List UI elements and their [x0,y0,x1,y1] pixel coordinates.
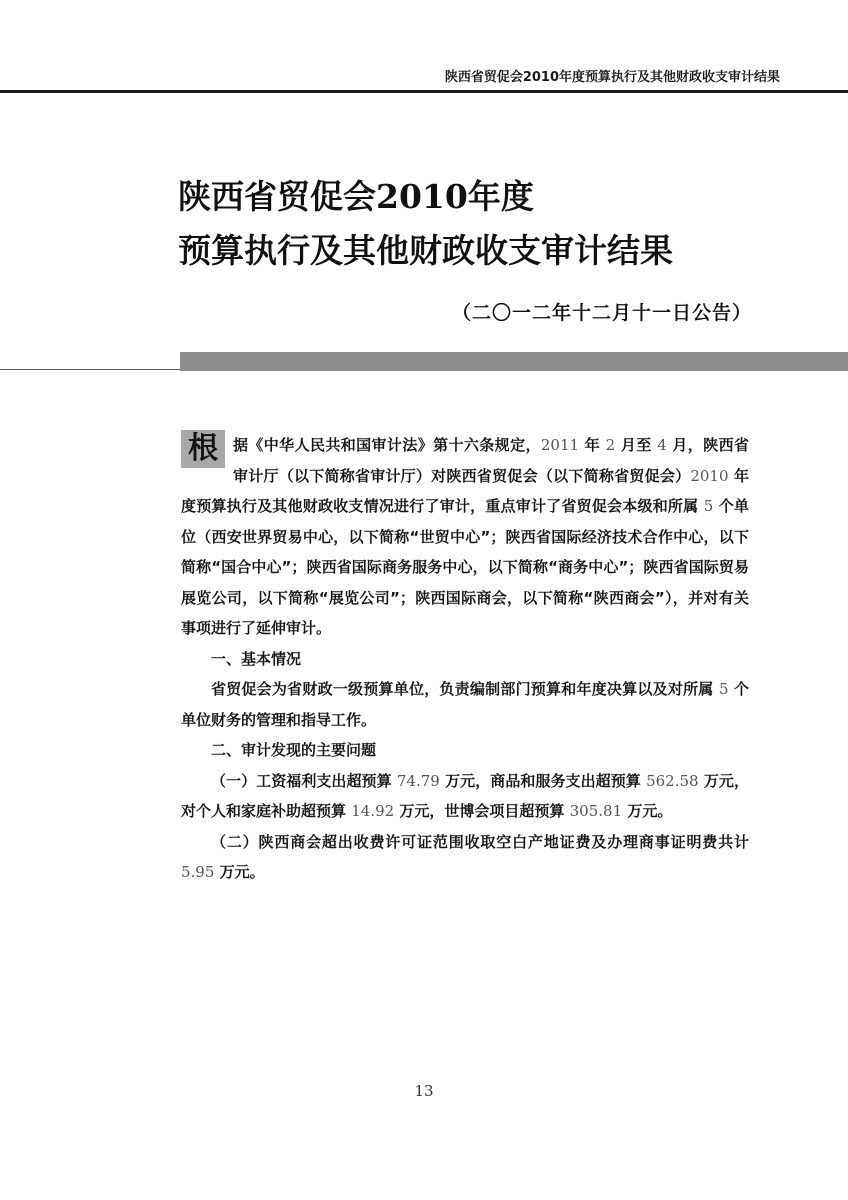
text-run: 万元。 [214,863,265,881]
text-run: 万元，对个人和家庭补助超预算 [181,771,749,820]
text-run: 个单位财务的管理和指导工作。 [181,680,749,729]
text-run: 月至 [615,436,658,454]
paragraph-basic-info [181,674,749,735]
document-title [178,170,673,278]
running-header: 陕西省贸促会2010年度预算执行及其他财政收支审计结果 [444,70,780,85]
number: 2 [605,436,616,454]
paragraph-issue-1 [181,766,749,827]
paragraph-issue-2 [181,827,749,888]
divider-thin [0,369,180,370]
section-heading-2: 二、审计发现的主要问题 [211,741,377,759]
header-rule [0,90,848,93]
title-line-1: 陕西省贸促会2010年度 [178,177,534,216]
body-text [181,430,749,888]
text-run: 省贸促会为省财政一级预算单位，负责编制部门预算和年度决算以及对所属 [211,680,719,698]
text-run: （一）工资福利支出超预算 [211,771,397,790]
number: 5.95 [181,863,215,881]
text-run: 万元，商品和服务支出超预算 [439,771,647,790]
number: 5 [703,497,714,515]
intro-paragraph [181,430,749,644]
number: 74.79 [396,771,440,790]
number: 305.81 [569,802,623,820]
number: 5 [718,680,729,698]
number: 4 [657,436,667,454]
title-line-2: 预算执行及其他财政收支审计结果 [178,231,673,270]
page-number: 13 [414,1082,434,1100]
divider-bar [180,352,848,371]
text-run: 年 [579,436,606,454]
drop-cap: 根 [181,430,225,468]
text-run: 万元。 [622,802,673,820]
text-run: （二）陕西商会超出收费许可证范围收取空白产地证费及办理商事证明费共计 [211,832,749,851]
text-run: 万元，世博会项目超预算 [394,802,570,820]
number: 2011 [540,436,580,454]
text-run: 据《中华人民共和国审计法》第十六条规定， [233,436,541,454]
number: 14.92 [351,802,395,820]
text-run: 月，陕西省审计厅（以下简称省审计厅）对陕西省贸促会（以下简称省贸促会） [233,436,749,485]
text-run: 年度预算执行及其他财政收支情况进行了审计，重点审计了省贸促会本级和所属 [181,466,749,515]
number: 2010 [690,466,729,485]
text-run: 个单位（西安世界贸易中心，以下简称“世贸中心”；陕西省国际经济技术合作中心，以下简称“国合中心”；陕西省国际商务服务中心，以下简称“商务中心”；陕西省国际贸易展览公司，以下简称“展览公司”；陕西国际商会，以下简称“陕西商会”），并对有关事项进行了延伸审计。 [181,497,749,637]
number: 562.58 [646,771,699,790]
section-heading-1: 一、基本情况 [211,649,302,668]
announcement-date: （二〇一二年十二月十一日公告） [451,302,752,324]
